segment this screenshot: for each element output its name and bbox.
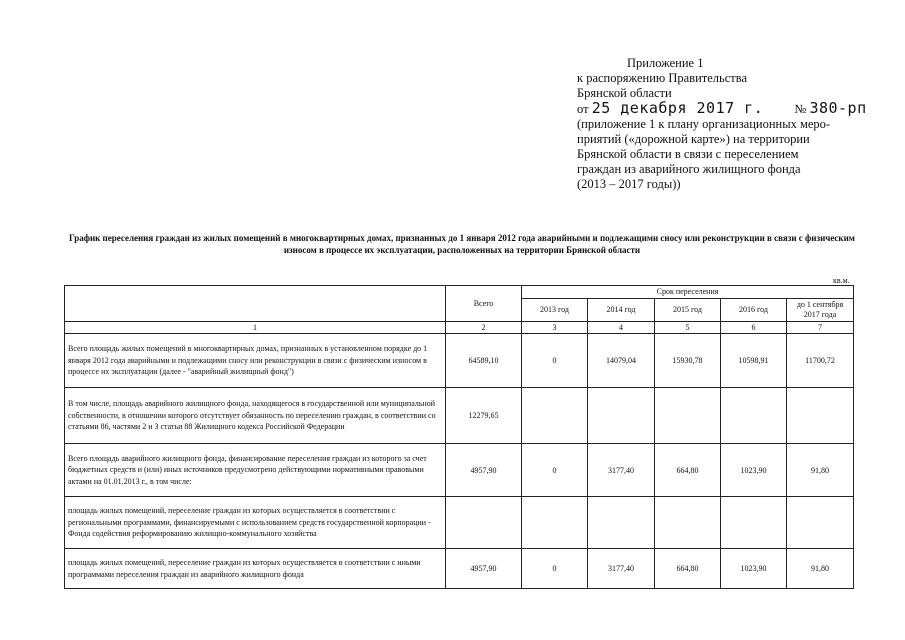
row-value-2014: 3177,40 (588, 444, 655, 497)
column-index: 1 (65, 322, 446, 334)
row-value-2013: 0 (522, 549, 588, 589)
header-row-top (65, 286, 854, 299)
row-total (446, 497, 522, 549)
row-value-2013 (522, 388, 588, 444)
appendix-plan-line-1: (приложение 1 к плану организационных меро- (577, 117, 831, 131)
column-index-row (65, 322, 854, 334)
appendix-decree-line: к распоряжению Правительства (577, 71, 748, 85)
unit-label: кв.м. (833, 276, 850, 285)
header-year-2015: 2015 год (655, 299, 721, 322)
row-value-2016: 1023,90 (721, 549, 787, 589)
row-value-2014 (588, 388, 655, 444)
row-label: В том числе, площадь аварийного жилищного фонда, находящегося в государственной или муниципальной собственности, в отношении которого отсутствует обязанность по переселению граждан, в соответствии со статьями 86, частями 2 и 3 статьи 88 Жилищного кодекса Российской Федерации (65, 388, 446, 444)
row-value-2015 (655, 388, 721, 444)
row-label: Всего площадь жилых помещений в многоквартирных домах, признанных в установленном порядке до 1 января 2012 года аварийными и подлежащими сносу или реконструкции в связи с физическим износом в процессе их эксплуатации (далее - "аварийный жилищный фонд") (65, 334, 446, 388)
decree-number: 380-рп (809, 99, 867, 117)
table-row (65, 388, 854, 444)
row-value-2016: 10598,91 (721, 334, 787, 388)
row-value-2015: 15930,78 (655, 334, 721, 388)
appendix-plan-line-2: приятий («дорожной карте») на территории (577, 132, 810, 146)
table-row (65, 334, 854, 388)
row-value-2017 (787, 497, 854, 549)
column-index: 3 (522, 322, 588, 334)
header-year-2016: 2016 год (721, 299, 787, 322)
table-row (65, 444, 854, 497)
header-description (65, 286, 446, 322)
header-year-2013: 2013 год (522, 299, 588, 322)
appendix-date-line (577, 101, 867, 117)
table-row (65, 549, 854, 589)
decree-date: 25 декабря 2017 г. (591, 99, 764, 117)
header-year-2017: до 1 сентября 2017 года (787, 299, 854, 322)
appendix-title: Приложение 1 (627, 56, 704, 70)
row-value-2016 (721, 388, 787, 444)
appendix-plan-line-4: граждан из аварийного жилищного фонда (577, 162, 801, 176)
header-period: Срок переселения (522, 286, 854, 299)
appendix-region-line: Брянской области (577, 86, 672, 100)
row-label: Всего площадь аварийного жилищного фонда, финансирование переселения граждан из которого за счет бюджетных средств и (или) иных источников предусмотрено действующими нормативными правовыми актами на 01.01.2013 г., в том числе: (65, 444, 446, 497)
row-value-2013: 0 (522, 444, 588, 497)
appendix-plan-line-3: Брянской области в связи с переселением (577, 147, 799, 161)
row-label: площадь жилых помещений, переселение граждан из которых осуществляется в соответствии с региональными программами, финансируемыми с использованием средств государственной корпорации - Фонда содействия реформированию жилищно-коммунального хозяйства (65, 497, 446, 549)
date-prefix: от (577, 102, 589, 116)
table-row (65, 497, 854, 549)
row-value-2013 (522, 497, 588, 549)
row-value-2015: 664,80 (655, 444, 721, 497)
header-year-2014: 2014 год (588, 299, 655, 322)
row-value-2017: 91,80 (787, 549, 854, 589)
row-value-2015 (655, 497, 721, 549)
row-value-2016: 1023,90 (721, 444, 787, 497)
row-value-2017: 11700,72 (787, 334, 854, 388)
column-index: 4 (588, 322, 655, 334)
resettlement-table (64, 285, 854, 589)
row-value-2013: 0 (522, 334, 588, 388)
document-title: График переселения граждан из жилых помещений в многоквартирных домах, признанных до 1 января 2012 года аварийными и подлежащими сносу или реконструкции в связи с физическим износом в процессе их эксплуатации, расположенных на территории Брянской области (69, 233, 855, 255)
row-total: 4957,90 (446, 549, 522, 589)
row-total: 12279,65 (446, 388, 522, 444)
number-prefix: № (794, 102, 807, 116)
row-total: 64589,10 (446, 334, 522, 388)
row-value-2014: 14079,04 (588, 334, 655, 388)
row-total: 4957,90 (446, 444, 522, 497)
appendix-block (577, 56, 867, 192)
row-value-2017: 91,80 (787, 444, 854, 497)
row-label: площадь жилых помещений, переселение граждан из которых осуществляется в соответствии с иными программами переселения граждан из аварийного жилищного фонда (65, 549, 446, 589)
row-value-2016 (721, 497, 787, 549)
row-value-2015: 664,80 (655, 549, 721, 589)
row-value-2014: 3177,40 (588, 549, 655, 589)
column-index: 7 (787, 322, 854, 334)
column-index: 5 (655, 322, 721, 334)
column-index: 2 (446, 322, 522, 334)
column-index: 6 (721, 322, 787, 334)
row-value-2017 (787, 388, 854, 444)
header-total: Всего (446, 286, 522, 322)
row-value-2014 (588, 497, 655, 549)
appendix-plan-line-5: (2013 – 2017 годы)) (577, 177, 681, 191)
